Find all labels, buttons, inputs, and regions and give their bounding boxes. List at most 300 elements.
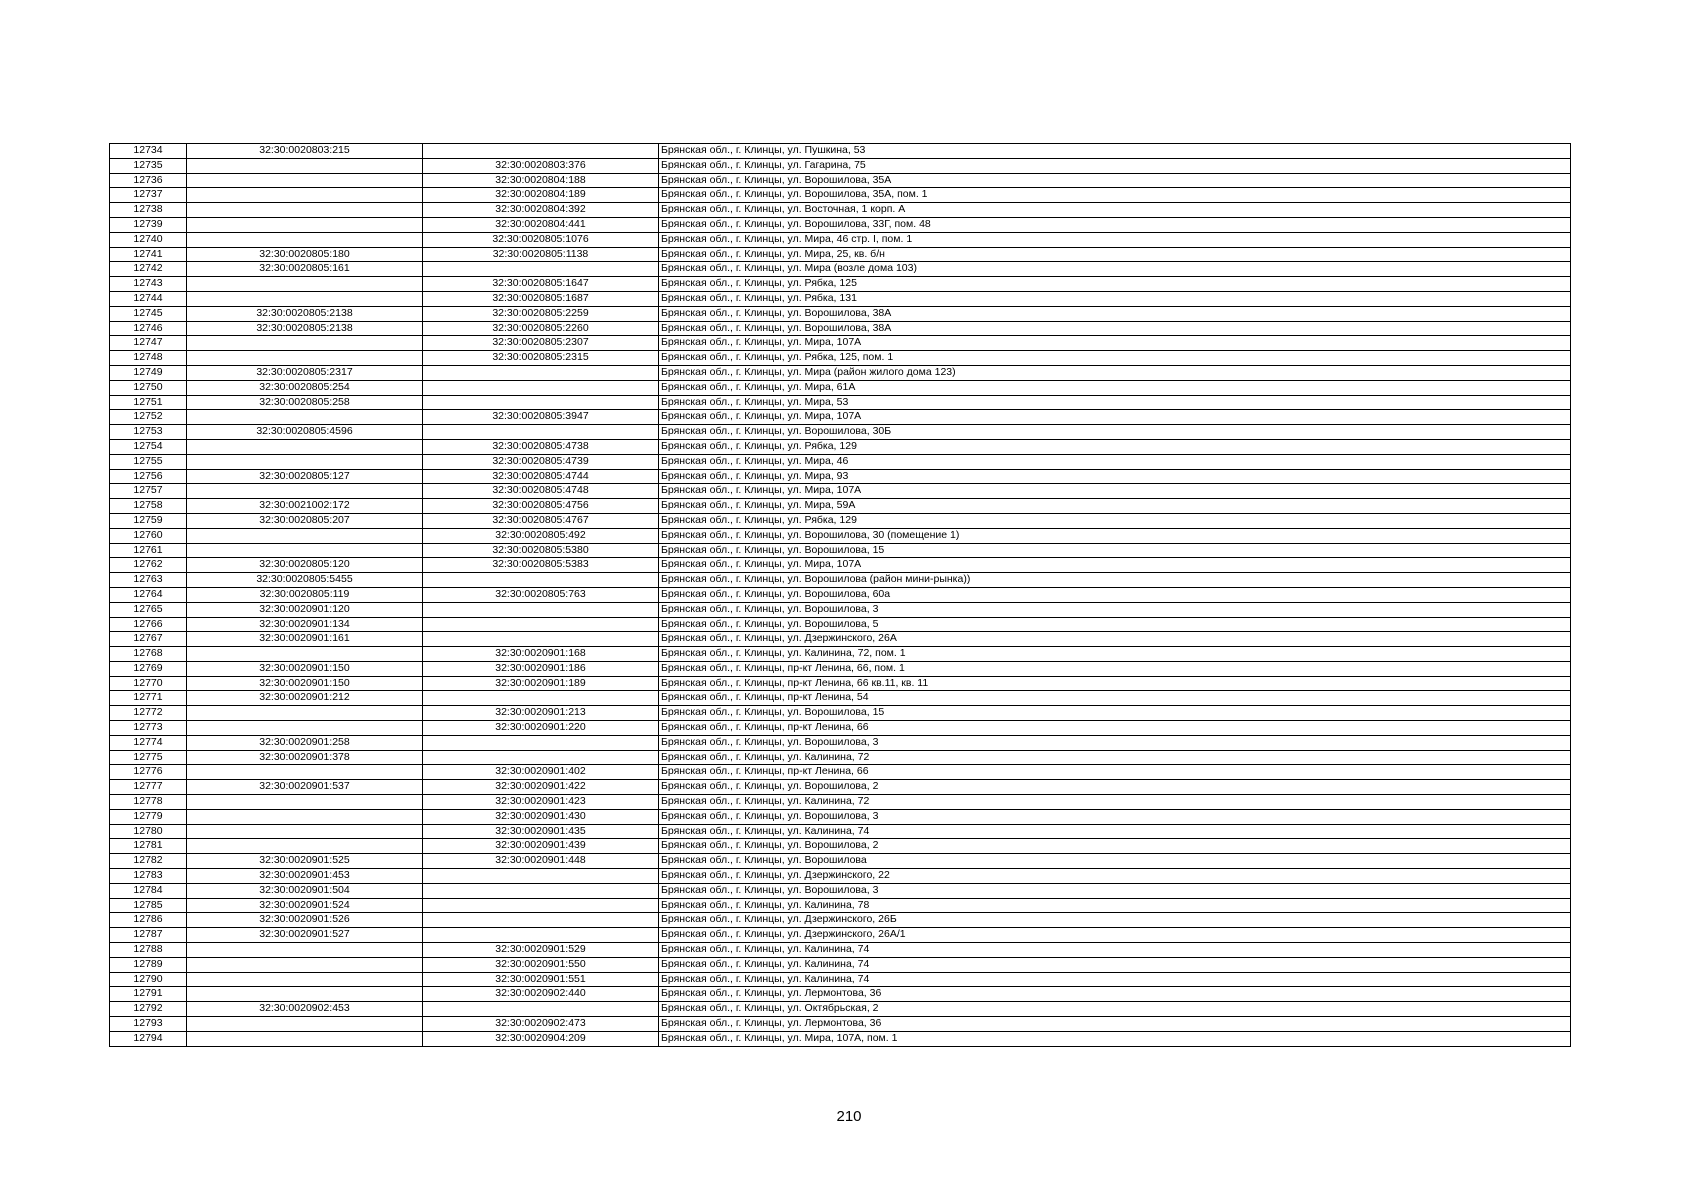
object-cadastral-number-cell: 32:30:0020805:4744 xyxy=(423,469,659,484)
row-number-cell: 12792 xyxy=(110,1002,187,1017)
row-number-cell: 12754 xyxy=(110,439,187,454)
row-number-cell: 12763 xyxy=(110,573,187,588)
address-cell: Брянская обл., г. Клинцы, пр-кт Ленина, 54 xyxy=(659,691,1571,706)
cadastral-number-cell xyxy=(187,188,423,203)
address-cell: Брянская обл., г. Клинцы, ул. Ворошилова (район мини-рынка)) xyxy=(659,573,1571,588)
register-table xyxy=(109,143,1571,1047)
table-row xyxy=(110,351,1571,366)
row-number-cell: 12746 xyxy=(110,321,187,336)
cadastral-number-cell: 32:30:0020805:127 xyxy=(187,469,423,484)
row-number-cell: 12745 xyxy=(110,306,187,321)
row-number-cell: 12740 xyxy=(110,232,187,247)
address-cell: Брянская обл., г. Клинцы, ул. Калинина, 78 xyxy=(659,898,1571,913)
table-row xyxy=(110,943,1571,958)
address-cell: Брянская обл., г. Клинцы, ул. Рябка, 125 xyxy=(659,277,1571,292)
table-row xyxy=(110,439,1571,454)
cadastral-number-cell: 32:30:0020901:525 xyxy=(187,854,423,869)
object-cadastral-number-cell xyxy=(423,632,659,647)
object-cadastral-number-cell: 32:30:0020804:188 xyxy=(423,173,659,188)
address-cell: Брянская обл., г. Клинцы, ул. Ворошилова, 2 xyxy=(659,839,1571,854)
object-cadastral-number-cell: 32:30:0020901:423 xyxy=(423,795,659,810)
row-number-cell: 12775 xyxy=(110,750,187,765)
address-cell: Брянская обл., г. Клинцы, ул. Рябка, 129 xyxy=(659,513,1571,528)
cadastral-number-cell: 32:30:0020805:258 xyxy=(187,395,423,410)
row-number-cell: 12771 xyxy=(110,691,187,706)
address-cell: Брянская обл., г. Клинцы, ул. Калинина, 72 xyxy=(659,750,1571,765)
row-number-cell: 12744 xyxy=(110,291,187,306)
row-number-cell: 12785 xyxy=(110,898,187,913)
object-cadastral-number-cell: 32:30:0020805:2315 xyxy=(423,351,659,366)
row-number-cell: 12777 xyxy=(110,780,187,795)
address-cell: Брянская обл., г. Клинцы, пр-кт Ленина, 66 xyxy=(659,721,1571,736)
cadastral-number-cell xyxy=(187,765,423,780)
cadastral-number-cell xyxy=(187,158,423,173)
object-cadastral-number-cell: 32:30:0020901:439 xyxy=(423,839,659,854)
address-cell: Брянская обл., г. Клинцы, ул. Ворошилова, 38А xyxy=(659,321,1571,336)
table-row xyxy=(110,987,1571,1002)
object-cadastral-number-cell: 32:30:0020803:376 xyxy=(423,158,659,173)
cadastral-number-cell xyxy=(187,291,423,306)
object-cadastral-number-cell xyxy=(423,928,659,943)
cadastral-number-cell xyxy=(187,439,423,454)
table-row xyxy=(110,869,1571,884)
address-cell: Брянская обл., г. Клинцы, ул. Ворошилова, 60а xyxy=(659,587,1571,602)
table-row xyxy=(110,558,1571,573)
address-cell: Брянская обл., г. Клинцы, ул. Дзержинского, 26Б xyxy=(659,913,1571,928)
table-row xyxy=(110,173,1571,188)
cadastral-number-cell: 32:30:0020901:150 xyxy=(187,676,423,691)
row-number-cell: 12774 xyxy=(110,735,187,750)
cadastral-number-cell: 32:30:0020901:161 xyxy=(187,632,423,647)
address-cell: Брянская обл., г. Клинцы, ул. Пушкина, 53 xyxy=(659,144,1571,159)
object-cadastral-number-cell: 32:30:0020902:473 xyxy=(423,1017,659,1032)
cadastral-number-cell xyxy=(187,1017,423,1032)
cadastral-number-cell: 32:30:0020901:378 xyxy=(187,750,423,765)
object-cadastral-number-cell xyxy=(423,380,659,395)
object-cadastral-number-cell: 32:30:0020805:5380 xyxy=(423,543,659,558)
object-cadastral-number-cell: 32:30:0020805:1138 xyxy=(423,247,659,262)
row-number-cell: 12784 xyxy=(110,883,187,898)
cadastral-number-cell xyxy=(187,217,423,232)
table-row xyxy=(110,780,1571,795)
row-number-cell: 12770 xyxy=(110,676,187,691)
address-cell: Брянская обл., г. Клинцы, ул. Рябка, 131 xyxy=(659,291,1571,306)
cadastral-number-cell: 32:30:0020901:453 xyxy=(187,869,423,884)
address-cell: Брянская обл., г. Клинцы, ул. Мира, 25, кв. б/н xyxy=(659,247,1571,262)
object-cadastral-number-cell: 32:30:0020805:2259 xyxy=(423,306,659,321)
cadastral-number-cell xyxy=(187,987,423,1002)
address-cell: Брянская обл., г. Клинцы, ул. Дзержинского, 26А xyxy=(659,632,1571,647)
row-number-cell: 12780 xyxy=(110,824,187,839)
row-number-cell: 12794 xyxy=(110,1031,187,1046)
table-row xyxy=(110,247,1571,262)
table-row xyxy=(110,380,1571,395)
table-row xyxy=(110,336,1571,351)
address-cell: Брянская обл., г. Клинцы, пр-кт Ленина, 66 кв.11, кв. 11 xyxy=(659,676,1571,691)
cadastral-number-cell: 32:30:0020805:254 xyxy=(187,380,423,395)
row-number-cell: 12767 xyxy=(110,632,187,647)
object-cadastral-number-cell: 32:30:0020901:186 xyxy=(423,661,659,676)
address-cell: Брянская обл., г. Клинцы, ул. Рябка, 125, пом. 1 xyxy=(659,351,1571,366)
cadastral-number-cell xyxy=(187,454,423,469)
row-number-cell: 12742 xyxy=(110,262,187,277)
table-row xyxy=(110,1031,1571,1046)
row-number-cell: 12752 xyxy=(110,410,187,425)
object-cadastral-number-cell xyxy=(423,735,659,750)
register-table-body xyxy=(110,144,1571,1047)
row-number-cell: 12737 xyxy=(110,188,187,203)
row-number-cell: 12735 xyxy=(110,158,187,173)
table-row xyxy=(110,395,1571,410)
address-cell: Брянская обл., г. Клинцы, ул. Мира, 61А xyxy=(659,380,1571,395)
cadastral-number-cell: 32:30:0020901:120 xyxy=(187,602,423,617)
row-number-cell: 12786 xyxy=(110,913,187,928)
address-cell: Брянская обл., г. Клинцы, ул. Ворошилова, 3 xyxy=(659,883,1571,898)
cadastral-number-cell xyxy=(187,173,423,188)
address-cell: Брянская обл., г. Клинцы, ул. Мира, 107А xyxy=(659,336,1571,351)
object-cadastral-number-cell: 32:30:0020805:4738 xyxy=(423,439,659,454)
row-number-cell: 12791 xyxy=(110,987,187,1002)
table-row xyxy=(110,144,1571,159)
row-number-cell: 12768 xyxy=(110,647,187,662)
object-cadastral-number-cell: 32:30:0020901:220 xyxy=(423,721,659,736)
address-cell: Брянская обл., г. Клинцы, ул. Ворошилова, 3 xyxy=(659,735,1571,750)
cadastral-number-cell xyxy=(187,1031,423,1046)
row-number-cell: 12741 xyxy=(110,247,187,262)
row-number-cell: 12755 xyxy=(110,454,187,469)
row-number-cell: 12747 xyxy=(110,336,187,351)
object-cadastral-number-cell: 32:30:0020805:3947 xyxy=(423,410,659,425)
table-row xyxy=(110,824,1571,839)
object-cadastral-number-cell: 32:30:0020804:189 xyxy=(423,188,659,203)
address-cell: Брянская обл., г. Клинцы, ул. Мира (возле дома 103) xyxy=(659,262,1571,277)
table-row xyxy=(110,291,1571,306)
row-number-cell: 12787 xyxy=(110,928,187,943)
cadastral-number-cell xyxy=(187,277,423,292)
row-number-cell: 12757 xyxy=(110,484,187,499)
address-cell: Брянская обл., г. Клинцы, ул. Мира, 107А xyxy=(659,410,1571,425)
cadastral-number-cell: 32:30:0020805:4596 xyxy=(187,425,423,440)
address-cell: Брянская обл., г. Клинцы, пр-кт Ленина, 66 xyxy=(659,765,1571,780)
table-row xyxy=(110,617,1571,632)
address-cell: Брянская обл., г. Клинцы, ул. Ворошилова, 38А xyxy=(659,306,1571,321)
row-number-cell: 12761 xyxy=(110,543,187,558)
address-cell: Брянская обл., г. Клинцы, ул. Ворошилова, 15 xyxy=(659,543,1571,558)
row-number-cell: 12739 xyxy=(110,217,187,232)
object-cadastral-number-cell: 32:30:0020901:213 xyxy=(423,706,659,721)
address-cell: Брянская обл., г. Клинцы, ул. Дзержинского, 26А/1 xyxy=(659,928,1571,943)
address-cell: Брянская обл., г. Клинцы, ул. Дзержинского, 22 xyxy=(659,869,1571,884)
object-cadastral-number-cell: 32:30:0020901:435 xyxy=(423,824,659,839)
object-cadastral-number-cell: 32:30:0020805:1076 xyxy=(423,232,659,247)
address-cell: Брянская обл., г. Клинцы, ул. Ворошилова, 3 xyxy=(659,809,1571,824)
object-cadastral-number-cell xyxy=(423,425,659,440)
address-cell: Брянская обл., г. Клинцы, ул. Ворошилова, 3 xyxy=(659,602,1571,617)
address-cell: Брянская обл., г. Клинцы, ул. Мира, 46 стр. I, пом. 1 xyxy=(659,232,1571,247)
object-cadastral-number-cell: 32:30:0020901:529 xyxy=(423,943,659,958)
row-number-cell: 12738 xyxy=(110,203,187,218)
cadastral-number-cell: 32:30:0020805:161 xyxy=(187,262,423,277)
cadastral-number-cell xyxy=(187,809,423,824)
row-number-cell: 12789 xyxy=(110,957,187,972)
address-cell: Брянская обл., г. Клинцы, пр-кт Ленина, 66, пом. 1 xyxy=(659,661,1571,676)
row-number-cell: 12743 xyxy=(110,277,187,292)
row-number-cell: 12778 xyxy=(110,795,187,810)
object-cadastral-number-cell xyxy=(423,617,659,632)
cadastral-number-cell xyxy=(187,203,423,218)
table-row xyxy=(110,203,1571,218)
cadastral-number-cell: 32:30:0020805:180 xyxy=(187,247,423,262)
table-row xyxy=(110,454,1571,469)
object-cadastral-number-cell xyxy=(423,883,659,898)
object-cadastral-number-cell: 32:30:0020804:392 xyxy=(423,203,659,218)
address-cell: Брянская обл., г. Клинцы, ул. Рябка, 129 xyxy=(659,439,1571,454)
cadastral-number-cell xyxy=(187,957,423,972)
table-row xyxy=(110,854,1571,869)
object-cadastral-number-cell: 32:30:0020805:492 xyxy=(423,528,659,543)
object-cadastral-number-cell: 32:30:0020901:189 xyxy=(423,676,659,691)
table-row xyxy=(110,809,1571,824)
table-row xyxy=(110,410,1571,425)
table-row xyxy=(110,217,1571,232)
cadastral-number-cell: 32:30:0020901:537 xyxy=(187,780,423,795)
cadastral-number-cell xyxy=(187,721,423,736)
row-number-cell: 12756 xyxy=(110,469,187,484)
address-cell: Брянская обл., г. Клинцы, ул. Октябрьская, 2 xyxy=(659,1002,1571,1017)
cadastral-number-cell xyxy=(187,943,423,958)
table-row xyxy=(110,928,1571,943)
cadastral-number-cell: 32:30:0020901:527 xyxy=(187,928,423,943)
table-row xyxy=(110,750,1571,765)
table-row xyxy=(110,277,1571,292)
row-number-cell: 12760 xyxy=(110,528,187,543)
address-cell: Брянская обл., г. Клинцы, ул. Лермонтова, 36 xyxy=(659,987,1571,1002)
table-row xyxy=(110,232,1571,247)
table-row xyxy=(110,188,1571,203)
cadastral-number-cell: 32:30:0020901:212 xyxy=(187,691,423,706)
row-number-cell: 12772 xyxy=(110,706,187,721)
address-cell: Брянская обл., г. Клинцы, ул. Калинина, 72 xyxy=(659,795,1571,810)
object-cadastral-number-cell: 32:30:0020901:550 xyxy=(423,957,659,972)
object-cadastral-number-cell: 32:30:0020805:763 xyxy=(423,587,659,602)
cadastral-number-cell xyxy=(187,484,423,499)
cadastral-number-cell xyxy=(187,336,423,351)
row-number-cell: 12783 xyxy=(110,869,187,884)
cadastral-number-cell: 32:30:0020901:524 xyxy=(187,898,423,913)
address-cell: Брянская обл., г. Клинцы, ул. Ворошилова, 15 xyxy=(659,706,1571,721)
table-row xyxy=(110,321,1571,336)
table-row xyxy=(110,721,1571,736)
object-cadastral-number-cell: 32:30:0020901:402 xyxy=(423,765,659,780)
table-row xyxy=(110,365,1571,380)
address-cell: Брянская обл., г. Клинцы, ул. Калинина, 72, пом. 1 xyxy=(659,647,1571,662)
table-row xyxy=(110,691,1571,706)
table-row xyxy=(110,898,1571,913)
address-cell: Брянская обл., г. Клинцы, ул. Ворошилова, 2 xyxy=(659,780,1571,795)
cadastral-number-cell xyxy=(187,543,423,558)
row-number-cell: 12790 xyxy=(110,972,187,987)
cadastral-number-cell: 32:30:0020805:5455 xyxy=(187,573,423,588)
object-cadastral-number-cell: 32:30:0020805:2307 xyxy=(423,336,659,351)
address-cell: Брянская обл., г. Клинцы, ул. Мира, 46 xyxy=(659,454,1571,469)
cadastral-number-cell: 32:30:0021002:172 xyxy=(187,499,423,514)
cadastral-number-cell xyxy=(187,839,423,854)
cadastral-number-cell: 32:30:0020803:215 xyxy=(187,144,423,159)
address-cell: Брянская обл., г. Клинцы, ул. Восточная, 1 корп. А xyxy=(659,203,1571,218)
address-cell: Брянская обл., г. Клинцы, ул. Мира, 107А xyxy=(659,558,1571,573)
cadastral-number-cell xyxy=(187,410,423,425)
cadastral-number-cell: 32:30:0020805:2138 xyxy=(187,306,423,321)
row-number-cell: 12788 xyxy=(110,943,187,958)
table-row xyxy=(110,543,1571,558)
table-row xyxy=(110,706,1571,721)
cadastral-number-cell: 32:30:0020901:134 xyxy=(187,617,423,632)
row-number-cell: 12781 xyxy=(110,839,187,854)
cadastral-number-cell: 32:30:0020805:119 xyxy=(187,587,423,602)
row-number-cell: 12753 xyxy=(110,425,187,440)
table-row xyxy=(110,795,1571,810)
address-cell: Брянская обл., г. Клинцы, ул. Ворошилова, 30Б xyxy=(659,425,1571,440)
table-row xyxy=(110,883,1571,898)
table-row xyxy=(110,1017,1571,1032)
object-cadastral-number-cell xyxy=(423,365,659,380)
row-number-cell: 12736 xyxy=(110,173,187,188)
object-cadastral-number-cell xyxy=(423,395,659,410)
object-cadastral-number-cell: 32:30:0020805:1647 xyxy=(423,277,659,292)
address-cell: Брянская обл., г. Клинцы, ул. Мира, 53 xyxy=(659,395,1571,410)
table-row xyxy=(110,469,1571,484)
object-cadastral-number-cell xyxy=(423,869,659,884)
table-row xyxy=(110,913,1571,928)
address-cell: Брянская обл., г. Клинцы, ул. Мира, 107А, пом. 1 xyxy=(659,1031,1571,1046)
object-cadastral-number-cell: 32:30:0020804:441 xyxy=(423,217,659,232)
address-cell: Брянская обл., г. Клинцы, ул. Калинина, 74 xyxy=(659,824,1571,839)
row-number-cell: 12751 xyxy=(110,395,187,410)
object-cadastral-number-cell: 32:30:0020904:209 xyxy=(423,1031,659,1046)
object-cadastral-number-cell: 32:30:0020805:5383 xyxy=(423,558,659,573)
row-number-cell: 12759 xyxy=(110,513,187,528)
cadastral-number-cell: 32:30:0020805:207 xyxy=(187,513,423,528)
object-cadastral-number-cell: 32:30:0020901:168 xyxy=(423,647,659,662)
object-cadastral-number-cell: 32:30:0020805:4756 xyxy=(423,499,659,514)
object-cadastral-number-cell xyxy=(423,602,659,617)
cadastral-number-cell: 32:30:0020901:526 xyxy=(187,913,423,928)
object-cadastral-number-cell: 32:30:0020805:4767 xyxy=(423,513,659,528)
cadastral-number-cell xyxy=(187,972,423,987)
row-number-cell: 12765 xyxy=(110,602,187,617)
object-cadastral-number-cell xyxy=(423,750,659,765)
cadastral-number-cell: 32:30:0020805:2317 xyxy=(187,365,423,380)
address-cell: Брянская обл., г. Клинцы, ул. Ворошилова xyxy=(659,854,1571,869)
cadastral-number-cell xyxy=(187,351,423,366)
row-number-cell: 12758 xyxy=(110,499,187,514)
object-cadastral-number-cell: 32:30:0020805:1687 xyxy=(423,291,659,306)
object-cadastral-number-cell: 32:30:0020901:422 xyxy=(423,780,659,795)
table-row xyxy=(110,513,1571,528)
address-cell: Брянская обл., г. Клинцы, ул. Ворошилова, 35А xyxy=(659,173,1571,188)
address-cell: Брянская обл., г. Клинцы, ул. Калинина, 74 xyxy=(659,957,1571,972)
object-cadastral-number-cell: 32:30:0020902:440 xyxy=(423,987,659,1002)
table-row xyxy=(110,573,1571,588)
cadastral-number-cell xyxy=(187,706,423,721)
cadastral-number-cell xyxy=(187,232,423,247)
row-number-cell: 12764 xyxy=(110,587,187,602)
page-number: 210 xyxy=(836,1108,862,1125)
address-cell: Брянская обл., г. Клинцы, ул. Ворошилова, 35А, пом. 1 xyxy=(659,188,1571,203)
table-row xyxy=(110,158,1571,173)
row-number-cell: 12776 xyxy=(110,765,187,780)
row-number-cell: 12766 xyxy=(110,617,187,632)
address-cell: Брянская обл., г. Клинцы, ул. Ворошилова, 33Г, пом. 48 xyxy=(659,217,1571,232)
table-row xyxy=(110,262,1571,277)
object-cadastral-number-cell xyxy=(423,573,659,588)
object-cadastral-number-cell: 32:30:0020805:4748 xyxy=(423,484,659,499)
table-row xyxy=(110,765,1571,780)
object-cadastral-number-cell xyxy=(423,1002,659,1017)
table-row xyxy=(110,839,1571,854)
table-row xyxy=(110,676,1571,691)
table-row xyxy=(110,484,1571,499)
cadastral-number-cell: 32:30:0020805:120 xyxy=(187,558,423,573)
object-cadastral-number-cell xyxy=(423,144,659,159)
object-cadastral-number-cell xyxy=(423,691,659,706)
row-number-cell: 12779 xyxy=(110,809,187,824)
address-cell: Брянская обл., г. Клинцы, ул. Мира (район жилого дома 123) xyxy=(659,365,1571,380)
address-cell: Брянская обл., г. Клинцы, ул. Гагарина, 75 xyxy=(659,158,1571,173)
object-cadastral-number-cell: 32:30:0020805:2260 xyxy=(423,321,659,336)
cadastral-number-cell xyxy=(187,647,423,662)
address-cell: Брянская обл., г. Клинцы, ул. Ворошилова, 30 (помещение 1) xyxy=(659,528,1571,543)
row-number-cell: 12773 xyxy=(110,721,187,736)
object-cadastral-number-cell xyxy=(423,898,659,913)
address-cell: Брянская обл., г. Клинцы, ул. Мира, 59А xyxy=(659,499,1571,514)
table-row xyxy=(110,425,1571,440)
object-cadastral-number-cell: 32:30:0020901:430 xyxy=(423,809,659,824)
cadastral-number-cell: 32:30:0020901:504 xyxy=(187,883,423,898)
cadastral-number-cell xyxy=(187,528,423,543)
table-row xyxy=(110,957,1571,972)
table-row xyxy=(110,735,1571,750)
address-cell: Брянская обл., г. Клинцы, ул. Мира, 107А xyxy=(659,484,1571,499)
address-cell: Брянская обл., г. Клинцы, ул. Калинина, 74 xyxy=(659,972,1571,987)
object-cadastral-number-cell xyxy=(423,913,659,928)
table-row xyxy=(110,306,1571,321)
row-number-cell: 12762 xyxy=(110,558,187,573)
address-cell: Брянская обл., г. Клинцы, ул. Лермонтова, 36 xyxy=(659,1017,1571,1032)
object-cadastral-number-cell: 32:30:0020901:448 xyxy=(423,854,659,869)
row-number-cell: 12793 xyxy=(110,1017,187,1032)
table-row xyxy=(110,528,1571,543)
address-cell: Брянская обл., г. Клинцы, ул. Мира, 93 xyxy=(659,469,1571,484)
cadastral-number-cell: 32:30:0020901:258 xyxy=(187,735,423,750)
table-row xyxy=(110,972,1571,987)
row-number-cell: 12748 xyxy=(110,351,187,366)
cadastral-number-cell: 32:30:0020902:453 xyxy=(187,1002,423,1017)
table-row xyxy=(110,632,1571,647)
table-row xyxy=(110,602,1571,617)
row-number-cell: 12769 xyxy=(110,661,187,676)
row-number-cell: 12782 xyxy=(110,854,187,869)
cadastral-number-cell: 32:30:0020901:150 xyxy=(187,661,423,676)
object-cadastral-number-cell: 32:30:0020901:551 xyxy=(423,972,659,987)
object-cadastral-number-cell xyxy=(423,262,659,277)
row-number-cell: 12734 xyxy=(110,144,187,159)
address-cell: Брянская обл., г. Клинцы, ул. Калинина, 74 xyxy=(659,943,1571,958)
table-row xyxy=(110,661,1571,676)
cadastral-number-cell: 32:30:0020805:2138 xyxy=(187,321,423,336)
row-number-cell: 12750 xyxy=(110,380,187,395)
table-row xyxy=(110,647,1571,662)
